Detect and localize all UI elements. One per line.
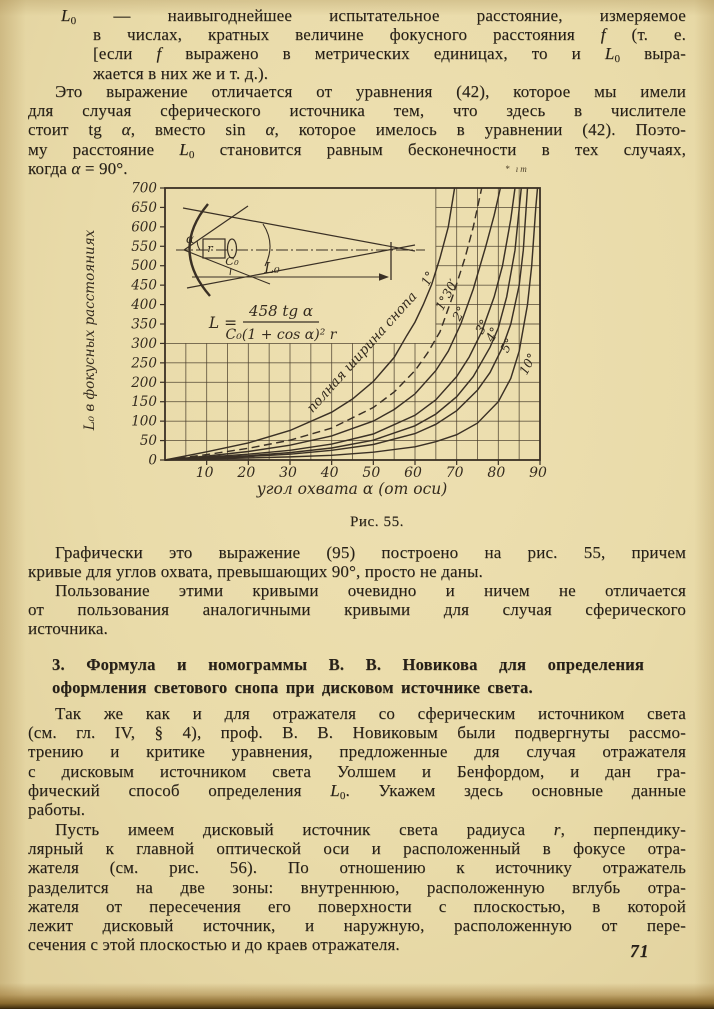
text-line: в числах, кратных величине фокусного расстояния f (т. е. (93, 25, 686, 45)
text-line: Это выражение отличается от уравнения (42), которое мы имели (55, 82, 686, 101)
text-line: от пользования аналогичными кривыми для случая сферического (28, 600, 686, 620)
text-line: жается в них же и т. д.). (93, 63, 269, 83)
text-line: му расстояние $L_0$ становится равным бесконечности в тех случаях, (28, 139, 686, 161)
chart-text: 600 (131, 219, 157, 236)
chart-text: 500 (131, 258, 157, 275)
text-line: фический способ определения $L_0$. Укажем здесь основные данные (28, 780, 687, 802)
chart-text: угол охвата α (от оси) (256, 480, 448, 498)
chart-text: 70 (445, 465, 464, 481)
chart-text: 10° (515, 350, 540, 378)
text-line: $L_0$ — наивыгоднейшее испытательное расстояние, измеряемое (61, 6, 686, 27)
chart-text: 200 (131, 374, 157, 391)
chart-text: 60 (404, 465, 422, 481)
text-line: Так же как и для отражателя со сферическим источником света (55, 704, 686, 723)
chart-text: 1°30′ (432, 276, 461, 313)
text-line: Графически это выражение (95) построено на рис. 55, причем (55, 543, 686, 562)
arrowhead (379, 273, 389, 281)
print-artifact: * ıт (505, 164, 529, 174)
chart-text: 20 (237, 465, 256, 481)
paragraph-2 (28, 543, 686, 581)
text-line: для случая сферического источника тем, что здесь в числителе (28, 101, 686, 121)
chart-text: 50 (362, 465, 381, 481)
wavefront-arc (263, 224, 270, 266)
chart-text: C₀ (225, 254, 239, 268)
text-line: жателя от пересечения его поверхности с плоскостью, в которой (28, 896, 686, 916)
formula (208, 302, 338, 343)
text-line: оформления светового снопа при дисковом источнике света. (52, 677, 533, 697)
text-line: лежит дисковый источник, и наружную, расположенную от пере- (28, 916, 686, 936)
chart-text: 250 (131, 355, 157, 372)
chart-text: 700 (131, 180, 157, 197)
chart-text: 30 (279, 465, 297, 481)
chart-text: 10 (195, 465, 214, 481)
chart-text: 450 (131, 277, 157, 294)
paragraph-6 (28, 820, 686, 954)
chart-text: L₀ (264, 261, 280, 277)
paragraph-3 (28, 581, 686, 639)
chart-text: 0 (148, 452, 157, 469)
text-line: разделится на две зоны: внутреннюю, расположенную вглубь отра- (28, 877, 686, 897)
text-line: стоит tg α, вместо sin α, которое имелось в уравнении (42). Поэто- (28, 120, 686, 140)
chart-text: 90 (529, 465, 547, 481)
paragraph-0 (28, 6, 686, 83)
text-line: работы. (28, 800, 86, 820)
text-line: Пользование этими кривыми очевидно и ничем не отличается (55, 581, 686, 600)
text-line: с дисковым источником света Уолшем и Бенфордом, и дан гра- (28, 761, 686, 781)
text-line: лярный к главной оптической оси и расположенный в фокусе отра- (28, 839, 686, 859)
chart-text: 3° (471, 316, 492, 337)
text-line: источника. (28, 619, 108, 639)
reflector-inset-diagram (176, 204, 425, 296)
chart-text: 458 tg α (249, 302, 313, 320)
chart-text: α (185, 232, 195, 246)
paragraph-1 (28, 82, 686, 178)
chart-text: 1° (417, 268, 438, 289)
chart-text: L = (208, 314, 238, 332)
paragraph-5 (28, 704, 686, 819)
figure-caption: Рис. 55. (349, 514, 405, 530)
chart-text: r (207, 241, 213, 255)
beam-width-chart (80, 180, 600, 512)
text-line: жателя (см. рис. 56). По отношению к источнику отражатель (28, 858, 686, 878)
text-line: (см. гл. IV, § 4), проф. В. В. Новиковым были подвергнуты рассмо- (28, 723, 686, 743)
chart-text: 550 (131, 238, 157, 255)
text-line: сечения с этой плоскостью и до краев отражателя. (28, 935, 400, 955)
chart-text: 4° (482, 324, 503, 345)
text-line: когда α = 90°. (28, 158, 128, 178)
chart-text: 40 (320, 465, 339, 481)
text-line: Пусть имеем дисковый источник света радиуса r, перпендику- (55, 820, 686, 839)
chart-text: 5° (496, 335, 517, 355)
chart-text: 350 (131, 316, 157, 333)
angle-arc (197, 241, 200, 250)
text-line: кривые для углов охвата, превышающих 90°, просто не даны. (28, 562, 483, 582)
chart-text: 80 (487, 465, 506, 481)
scan-bottom-edge (0, 983, 714, 1009)
chart-text: 100 (131, 413, 157, 430)
text-line: трению и критике уравнения, предложенные для случая отражателя (28, 742, 686, 762)
chart-text: L₀ в фокусных расстояниях (82, 229, 98, 431)
text-line: [если f выражено в метрических единицах, то и $L_0$ выра- (93, 44, 686, 66)
section-heading (52, 654, 644, 699)
page-number: 71 (630, 941, 650, 961)
chart-text: 50 (139, 433, 157, 450)
chart-text: 650 (131, 199, 157, 216)
text-line: 3. Формула и номограммы В. В. Новикова для определения (52, 655, 644, 674)
chart-text: 150 (131, 394, 157, 411)
chart-text: полная ширина снопа (303, 288, 421, 417)
chart-text: C₀(1 + cos α)² r (225, 327, 337, 343)
chart-text: 300 (131, 335, 157, 352)
chart-text: 2° (448, 303, 469, 324)
chart-text: 400 (131, 297, 157, 314)
